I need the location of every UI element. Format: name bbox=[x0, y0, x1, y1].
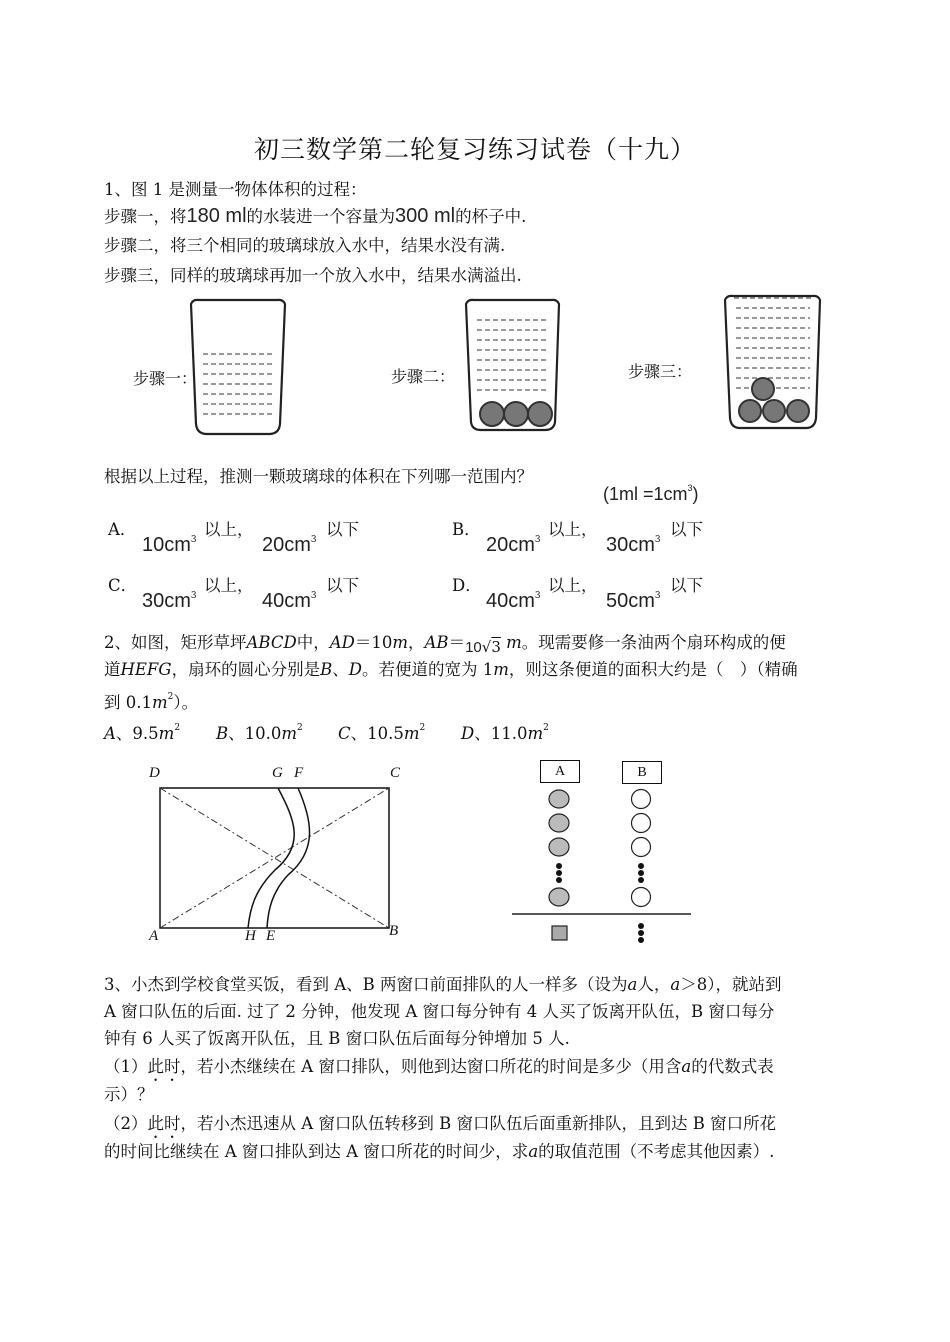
option-2-low bbox=[142, 584, 197, 614]
option-label: A． bbox=[108, 520, 137, 539]
option-above: 以上， bbox=[204, 520, 254, 539]
q1-question: 根据以上过程，推测一颗玻璃球的体积在下列哪一范围内？ bbox=[104, 467, 533, 486]
option-unit: cm bbox=[628, 534, 655, 556]
q2-ab: AB bbox=[424, 633, 449, 652]
option-3-above bbox=[548, 574, 598, 598]
choice-value: 、11.0 bbox=[474, 724, 528, 743]
q3-text: 的取值范围（不考虑其他因素）. bbox=[538, 1142, 775, 1161]
q2-text: 中， bbox=[296, 633, 330, 652]
queue-box-a: A bbox=[540, 760, 580, 783]
q1-step1 bbox=[104, 204, 526, 229]
choice-unit: m bbox=[281, 724, 298, 743]
q2-sqrt-val: 3 bbox=[491, 638, 501, 656]
q1-unit-note bbox=[603, 476, 699, 506]
option-sup: 3 bbox=[310, 591, 317, 601]
option-unit: cm bbox=[164, 534, 191, 556]
option-label: C． bbox=[108, 576, 138, 595]
label-h: H bbox=[245, 928, 256, 944]
option-high-value: 50 bbox=[606, 590, 629, 612]
option-3-low bbox=[486, 584, 541, 614]
q3-part1 bbox=[104, 1055, 774, 1085]
option-sup: 3 bbox=[534, 535, 541, 545]
option-below: 以下 bbox=[326, 520, 359, 539]
option-0-below bbox=[326, 518, 359, 542]
option-0-low bbox=[142, 528, 197, 558]
q3-part2 bbox=[104, 1112, 776, 1142]
choice-letter: C bbox=[338, 724, 351, 743]
option-1-low bbox=[486, 528, 541, 558]
queue-figure bbox=[510, 785, 695, 950]
q2-text: ， bbox=[408, 633, 425, 652]
beaker-step2 bbox=[461, 296, 565, 436]
option-1-below bbox=[670, 518, 703, 542]
choice-sup: 2 bbox=[419, 723, 426, 733]
choice-value: 、10.5 bbox=[350, 724, 404, 743]
option-high-value: 40 bbox=[262, 590, 285, 612]
choice-letter: A bbox=[104, 724, 116, 743]
option-2-label bbox=[108, 574, 137, 598]
q2-sqrt-coef: 10 bbox=[465, 639, 482, 656]
option-2-below bbox=[326, 574, 359, 598]
choice-unit: m bbox=[527, 724, 544, 743]
unit-note-end: ) bbox=[692, 484, 699, 504]
option-unit: cm bbox=[164, 590, 191, 612]
option-1-label bbox=[452, 518, 481, 542]
q2-choice-0 bbox=[104, 716, 180, 746]
choice-sup: 2 bbox=[174, 723, 181, 733]
q1-step3: 步骤三，同样的玻璃球再加一个放入水中，结果水满溢出. bbox=[104, 266, 522, 285]
option-low-value: 30 bbox=[142, 590, 165, 612]
q2-text: 、 bbox=[332, 660, 349, 679]
q3-part1-line2: 示）？ bbox=[104, 1085, 154, 1104]
label-g: G bbox=[272, 765, 283, 781]
option-above: 以上， bbox=[548, 576, 598, 595]
q1-step1-text-b: 的水装进一个容量为 bbox=[246, 207, 396, 226]
q2-text: ＝ bbox=[448, 633, 466, 652]
option-low-value: 40 bbox=[486, 590, 509, 612]
q3-emphasis: 此时 bbox=[147, 1114, 181, 1133]
q2-text: 。若便道的宽为 1 bbox=[361, 660, 494, 679]
q2-text: 道 bbox=[104, 660, 121, 679]
q3-var-a: a bbox=[627, 975, 638, 994]
rectangle-figure bbox=[140, 760, 410, 945]
option-0-label bbox=[108, 518, 136, 542]
q1-intro: 1、图 1 是测量一物体体积的过程： bbox=[104, 180, 367, 199]
option-high-value: 20 bbox=[262, 534, 285, 556]
option-high-value: 30 bbox=[606, 534, 629, 556]
q2-text: ，扇环的圆心分别是 bbox=[171, 660, 321, 679]
option-sup: 3 bbox=[654, 591, 661, 601]
q2-unit-m3: m bbox=[493, 660, 509, 679]
beaker-step3 bbox=[720, 292, 830, 434]
q1-step1-text-a: 步骤一，将 bbox=[104, 207, 187, 226]
q3-text: ，若小杰迅速从 A 窗口队伍转移到 B 窗口队伍后面重新排队，且到达 B 窗口所花 bbox=[180, 1114, 777, 1133]
beaker-step1 bbox=[185, 296, 295, 441]
q3-line2: A 窗口队伍的后面. 过了 2 分钟，他发现 A 窗口每分钟有 4 人买了饭离开队伍，B 窗口每分 bbox=[104, 1002, 775, 1021]
option-below: 以下 bbox=[670, 576, 703, 595]
q2-abcd: ABCD bbox=[246, 633, 297, 652]
choice-sup: 2 bbox=[543, 723, 549, 733]
option-sup: 3 bbox=[190, 591, 197, 601]
q1-step1-volume-300: 300 ml bbox=[395, 205, 456, 227]
option-1-above bbox=[548, 518, 598, 542]
fig-label-step1: 步骤一： bbox=[133, 369, 198, 388]
label-d: D bbox=[149, 765, 160, 781]
q3-text: （2） bbox=[104, 1114, 148, 1133]
q2-sup: 2 bbox=[167, 692, 174, 702]
q3-part2-line2 bbox=[104, 1140, 774, 1164]
option-unit: cm bbox=[628, 590, 655, 612]
q2-b: B bbox=[320, 660, 333, 679]
choice-value: 、9.5 bbox=[115, 724, 159, 743]
option-unit: cm bbox=[508, 590, 535, 612]
option-0-high bbox=[262, 528, 317, 558]
q2-line3 bbox=[104, 685, 198, 715]
q3-text: ＞8），就站到 bbox=[680, 975, 782, 994]
option-sup: 3 bbox=[310, 535, 317, 545]
q2-line1 bbox=[104, 631, 786, 656]
option-unit: cm bbox=[284, 590, 311, 612]
option-sup: 3 bbox=[534, 591, 541, 601]
fig-label-step3: 步骤三： bbox=[628, 362, 693, 381]
q3-text: 的时间比继续在 A 窗口排队到达 A 窗口所花的时间少，求 bbox=[104, 1142, 529, 1161]
option-3-below bbox=[670, 574, 703, 598]
q2-choice-2 bbox=[338, 716, 425, 746]
q3-emphasis: 此时 bbox=[147, 1057, 181, 1076]
option-label: B． bbox=[452, 520, 481, 539]
option-below: 以下 bbox=[670, 520, 703, 539]
option-above: 以上， bbox=[204, 576, 254, 595]
q2-unit-m: m bbox=[392, 633, 409, 652]
q3-text: 3、小杰到学校食堂买饭，看到 A、B 两窗口前面排队的人一样多（设为 bbox=[104, 975, 628, 994]
q3-var-a: a bbox=[528, 1142, 539, 1161]
choice-unit: m bbox=[158, 724, 175, 743]
option-sup: 3 bbox=[190, 535, 197, 545]
choice-unit: m bbox=[403, 724, 420, 743]
label-b: B bbox=[389, 923, 399, 939]
q3-line1 bbox=[104, 973, 781, 997]
option-unit: cm bbox=[508, 534, 535, 556]
q2-text: ＝10 bbox=[354, 633, 393, 652]
label-c: C bbox=[390, 765, 401, 781]
label-e: E bbox=[266, 928, 276, 944]
q2-text: 2、如图，矩形草坪 bbox=[104, 633, 247, 652]
q3-text: ，若小杰继续在 A 窗口排队，则他到达窗口所花的时间是多少（用含 bbox=[180, 1057, 682, 1076]
option-2-high bbox=[262, 584, 317, 614]
option-3-high bbox=[606, 584, 661, 614]
option-2-above bbox=[204, 574, 254, 598]
option-low-value: 20 bbox=[486, 534, 509, 556]
label-a: A bbox=[149, 928, 159, 944]
q3-text: （1） bbox=[104, 1057, 148, 1076]
q2-line2 bbox=[104, 658, 798, 682]
choice-sup: 2 bbox=[297, 723, 303, 733]
q2-text: 。现需要修一条油两个扇环构成的便 bbox=[521, 633, 786, 652]
option-unit: cm bbox=[284, 534, 311, 556]
label-f: F bbox=[294, 765, 304, 781]
page-title: 初三数学第二轮复习练习试卷（十九） bbox=[253, 135, 696, 164]
choice-value: 、10.0 bbox=[228, 724, 282, 743]
fig-label-step2: 步骤二： bbox=[391, 367, 456, 386]
unit-note-text: (1ml =1cm bbox=[603, 484, 688, 504]
q2-d: D bbox=[348, 660, 362, 679]
queue-box-b: B bbox=[622, 761, 662, 784]
q2-text: 到 0.1 bbox=[104, 693, 152, 712]
q2-choice-1 bbox=[216, 716, 303, 746]
q2-ad: AD bbox=[329, 633, 355, 652]
q1-step2: 步骤二，将三个相同的玻璃球放入水中，结果水没有满. bbox=[104, 236, 506, 255]
q3-text: 人， bbox=[637, 975, 671, 994]
option-sup: 3 bbox=[654, 535, 661, 545]
q1-step1-text-c: 的杯子中. bbox=[455, 207, 527, 226]
option-low-value: 10 bbox=[142, 534, 165, 556]
q3-var-a: a bbox=[681, 1057, 692, 1076]
choice-letter: D bbox=[461, 724, 475, 743]
q3-text: 的代数式表 bbox=[691, 1057, 774, 1076]
q2-hefg: HEFG bbox=[120, 660, 172, 679]
choice-letter: B bbox=[216, 724, 229, 743]
option-1-high bbox=[606, 528, 661, 558]
q1-step1-volume-180: 180 ml bbox=[186, 205, 247, 227]
option-below: 以下 bbox=[326, 576, 359, 595]
q2-choice-3 bbox=[461, 716, 549, 746]
q2-text: ，则这条便道的面积大约是（ ）（精确 bbox=[508, 660, 798, 679]
q2-unit-m2: m bbox=[506, 633, 522, 652]
option-above: 以上， bbox=[548, 520, 598, 539]
q2-unit-m4: m bbox=[152, 693, 168, 712]
option-label: D． bbox=[452, 576, 482, 595]
q3-line3: 钟有 6 人买了饭离开队伍，且 B 窗口队伍后面每分钟增加 5 人. bbox=[104, 1029, 570, 1048]
option-3-label bbox=[452, 574, 482, 598]
q3-var-a: a bbox=[670, 975, 681, 994]
q2-text: ）。 bbox=[173, 693, 199, 712]
sqrt-icon: √3 bbox=[481, 638, 501, 656]
option-0-above bbox=[204, 518, 254, 542]
unit-note-sup: 3 bbox=[687, 483, 693, 493]
